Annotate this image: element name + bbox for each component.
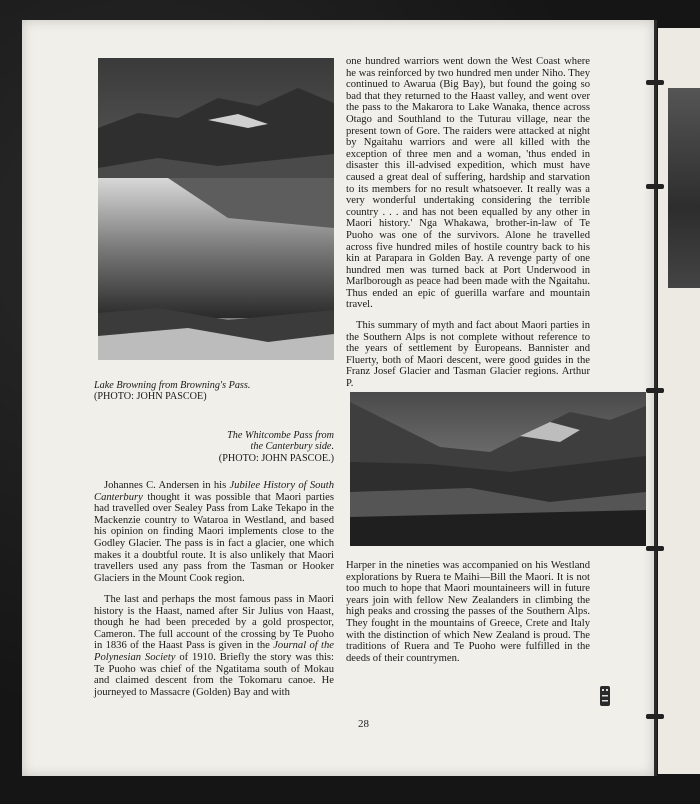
whitcombe-pass-photo [350, 392, 646, 546]
binding-staple-4 [646, 546, 664, 551]
haast-lead: The last and perhaps the most famous pass in Maori history is the Haast, named after Sir Julius von Haast, though he had been preceded by a gold prospector, Cameron. The full account of the crossing by Te Puoho in 1836 of the Haast Pass is given in the [94, 594, 334, 652]
binding-staple-5 [646, 714, 664, 719]
andersen-paragraph [94, 480, 334, 584]
page-number: 28 [358, 718, 369, 730]
haast-rest: of 1910. Briefly the story was this: Te Puoho was chief of the Ngatitama south of Mokau and claimed descent from the Tokomaru canoe. He journeyed to Massacre (Golden) Bay and with [94, 651, 334, 698]
lake-browning-credit-prefix: (PHOTO: [94, 391, 134, 403]
whitcombe-pass-caption [172, 430, 334, 464]
binding-staple-1 [646, 80, 664, 85]
andersen-lead: Johannes C. Andersen in his [104, 480, 230, 491]
binding-staple-2 [646, 184, 664, 189]
warriors-paragraph: one hundred warriors went down the West Coast where he was reinforced by two hundred men under Niho. They continued to Awarua (Big Bay), but found the going so bad that they returned to the Haast valley, and went over the pass to the Makarora to Lake Wanaka, thence across Otago and Southland to the Tuturau village, near the present town of Gore. The raiders were attacked at night by Ngaitahu warriors and were all killed with the exception of three men and a woman, 'thus ended in disaster this ill-advised expedition, which must have caused a great deal of suffering, hardship and starvation to its members for no result whatsoever. It really was a very wonderful undertaking considering the terrible country . . . and has not been equalled by any other in Maori history.' Nga Whakawa, brother-in-law of Te Puoho was one of the survivors. Alone he travelled across five hundred miles of hostile country back to his kin at Parapara in Golden Bay. A revenge party of one hundred men was turned back at Port Underwood in Marlborough as peace had been made with the Ngaitahu. Thus ended an epic of guerilla warfare and mountain travel. [346, 56, 590, 311]
haast-journal-title: Journal of the Polynesian Society [94, 640, 334, 663]
whitcombe-caption-line2: the Canterbury side. [250, 441, 334, 453]
whitcombe-caption-line1: The Whitcombe Pass from [227, 430, 334, 441]
right-column-bottom-paragraph [346, 560, 590, 664]
haast-paragraph [94, 594, 334, 698]
andersen-book-title: Jubilee History of South Canterbury [94, 480, 334, 503]
tiki-emblem-icon [599, 685, 611, 707]
lake-browning-credit-name: JOHN PASCOE) [136, 391, 207, 403]
binding-staple-3 [646, 388, 664, 393]
lake-browning-caption [94, 380, 334, 403]
summary-text: This summary of myth and fact about Maori parties in the Southern Alps is not complete without reference to the years of settlement by Europeans. Bannister and Fluerty, both of Maori descent, were good guides in the Franz Josef Glacier and Tasman Glacier regions. Arthur P. [346, 320, 590, 389]
lake-browning-caption-title: Lake Browning from Browning's Pass. [94, 380, 251, 391]
adjacent-page-photo-fragment [668, 88, 700, 288]
andersen-rest: thought it was possible that Maori parties had travelled over Sealey Pass from Lake Tekapo in the Mackenzie country to Wataroa in Westland, and based his opinion on finding Maori implements close to the Godley Glacier. The pass is in fact a glacier, one which makes it a doubtful route. It is also unlikely that Maori travellers used any pass from the Tasman or Hooker Glaciers in the Mount Cook region. [94, 491, 334, 584]
whitcombe-credit-prefix: (PHOTO: [218, 452, 259, 464]
harper-paragraph: Harper in the nineties was accompanied on his Westland explorations by Ruera te Maihi—Bill the Maori. It is not too much to hope that Maori mountaineers will in future years join with fellow New Zealanders in climbing the high peaks and crossing the passes of the Southern Alps. They fought in the mountains of Greece, Crete and Italy with the distinction of which New Zealand is proud. The traditions of Ruera and Te Puoho were fulfilled in the deeds of their countrymen. [346, 560, 590, 664]
lake-browning-photo [98, 58, 334, 360]
whitcombe-credit-name: JOHN PASCOE.) [261, 452, 334, 464]
magazine-page [22, 20, 654, 776]
summary-paragraph [346, 320, 590, 390]
adjacent-page-strip [658, 28, 700, 774]
binding-line [654, 20, 657, 776]
right-column-top-paragraph [346, 56, 590, 311]
